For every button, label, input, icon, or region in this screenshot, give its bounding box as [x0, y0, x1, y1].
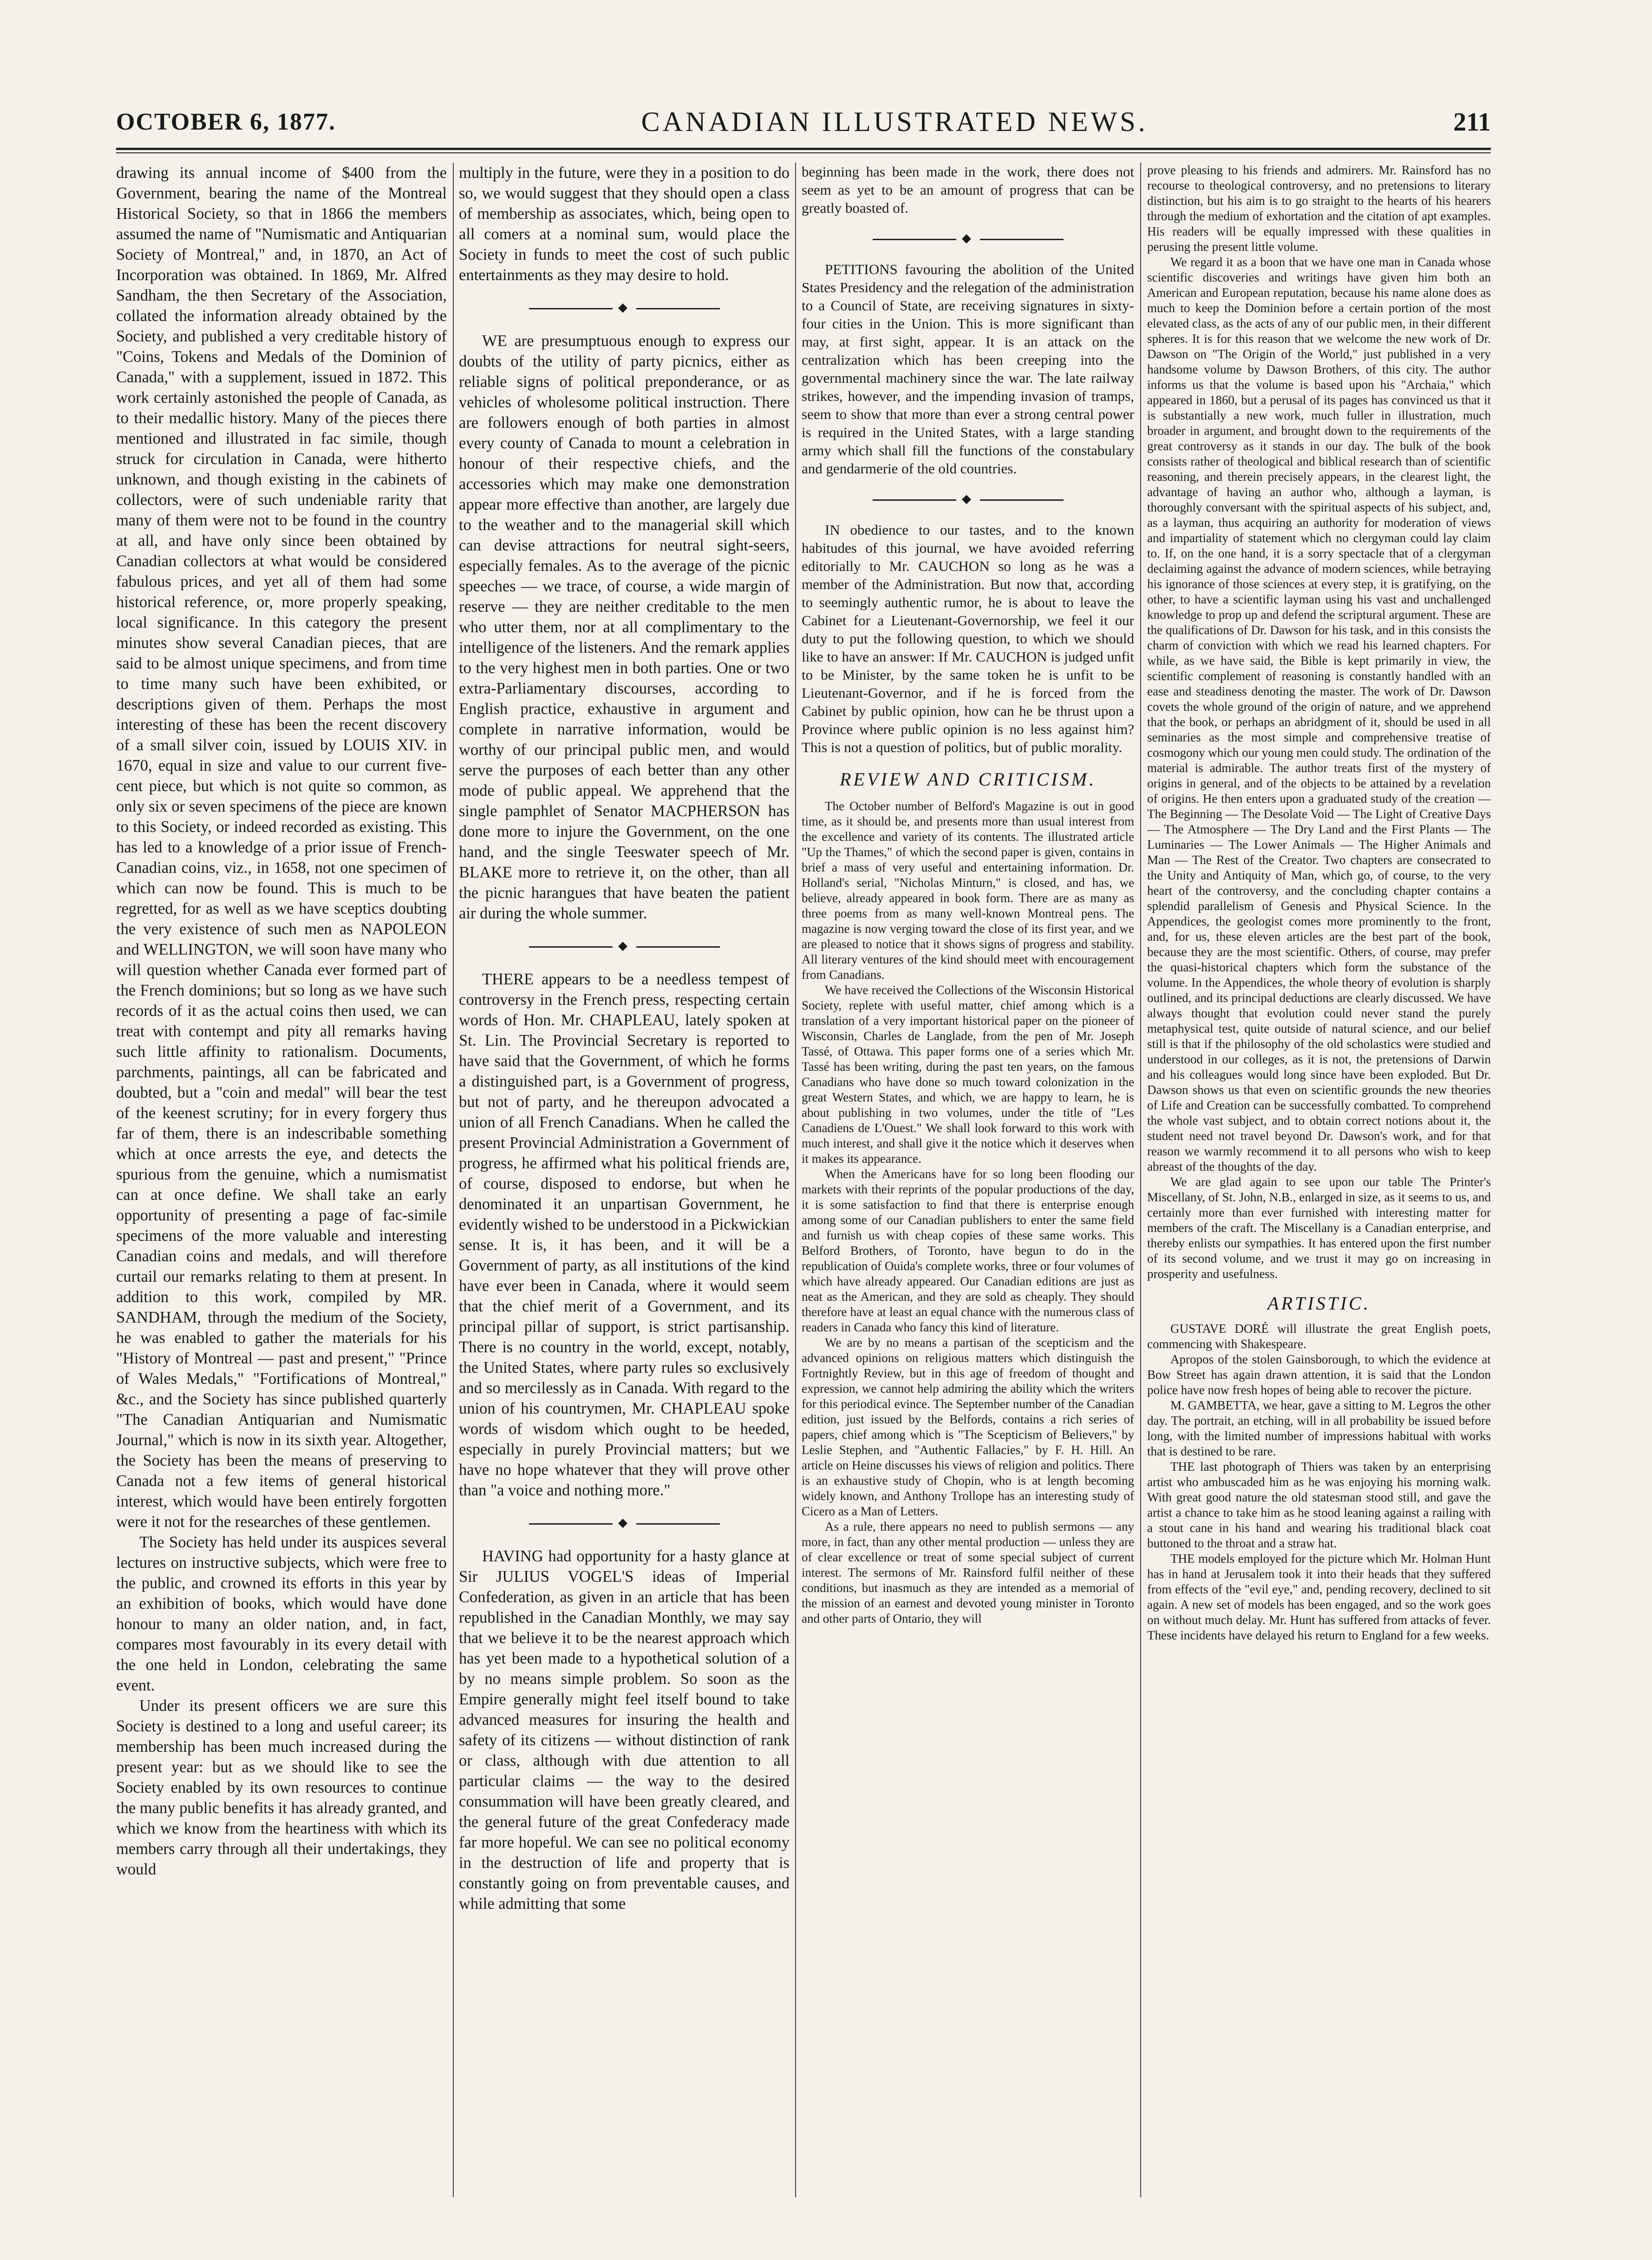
column-1: [116, 163, 447, 2202]
masthead: [116, 100, 1491, 144]
review-paragraph: We have received the Collections of the Wisconsin Historical Society, replete with useful matter, chief among which is a translation of a very important historical paper on the pioneer of Wisconsin, Charles de Langlade, from the pen of Mr. Joseph Tassé, of Ottawa. This paper forms one of a series which Mr. Tassé has been writing, during the past ten years, on the famous Canadians who have done so much toward colonization in the great Western States, and which, we are happy to learn, he is about publishing in two volumes, under the title of "Les Canadiens de L'Ouest." We shall look forward to this work with much interest, and shall give it the notice which it deserves when it makes its appearance.: [802, 983, 1134, 1166]
review-paragraph: The October number of Belford's Magazine is out in good time, as it should be, and presents more than usual interest from the excellence and variety of its contents. The illustrated article "Up the Thames," of which the second paper is given, contains in brief a mass of very useful and entertaining information. Dr. Holland's serial, "Nicholas Minturn," is closed, and has, we believe, already appeared in book form. There are as many as three poems from as many well-known Montreal pens. The magazine is now verging toward the close of its first year, and we are pleased to notice that it shows signs of progress and stability. All literary ventures of the kind should meet with encouragement from Canadians.: [802, 799, 1134, 982]
editorial-paragraph: beginning has been made in the work, there does not seem as yet to be an amount of progress that can be greatly boasted of.: [802, 164, 1134, 216]
column-4: [1147, 163, 1491, 2202]
column-divider: [795, 163, 796, 2197]
editorial-paragraph: IN obedience to our tastes, and to the known habitudes of this journal, we have avoided referring editorially to Mr. CAUCHON so long as he was a member of the Administration. But now that, according to seemingly authentic rumor, he is about to leave the Cabinet for a Lieutenant-Governorship, we feel it our duty to put the following question, to which we should like to have an answer: If Mr. CAUCHON is judged unfit to be Minister, by the same token he is unfit to be Lieutenant-Governor, and if he is forced from the Cabinet by public opinion, how can he be thrust upon a Province where public opinion is no less against him? This is not a question of politics, but of public morality.: [802, 522, 1134, 755]
review-paragraph: As a rule, there appears no need to publish sermons — any more, in fact, than any other mental production — unless they are of clear excellence or treat of some special subject of current interest. The sermons of Mr. Rainsford fulfil neither of these conditions, but inasmuch as they are intended as a memorial of the mission of an earnest and devoted young minister in Toronto and other parts of Ontario, they will: [802, 1520, 1134, 1625]
review-paragraph: prove pleasing to his friends and admirers. Mr. Rainsford has no recourse to theological controversy, and no pretensions to literary distinction, but his aim is to go straight to the hearts of his hearers through the medium of exhortation and the citation of apt examples. His readers will be equally impressed with these qualities in perusing the present little volume.: [1147, 163, 1491, 254]
column-3: [802, 163, 1134, 2202]
section-separator: ◆: [802, 229, 1134, 247]
masthead-rule: [116, 148, 1491, 150]
column-divider: [453, 163, 454, 2197]
article-paragraph: multiply in the future, were they in a position to do so, we would suggest that they should open a class of membership as associates, which, being open to all comers at a nominal sum, would place the Society in funds to meet the cost of such public entertainments as they may desire to hold.: [459, 164, 790, 284]
section-separator: ◆: [459, 297, 790, 318]
section-separator: ◆: [802, 490, 1134, 508]
review-paragraph: We regard it as a boon that we have one man in Canada whose scientific discoveries and writings have given him both an American and European reputation, because his name alone does as much to keep the Dominion before a certain portion of the most elevated class, as the acts of any of our public men, in their different spheres. It is for this reason that we welcome the new work of Dr. Dawson on "The Origin of the World," just published in a very handsome volume by Dawson Brothers, of this city. The author informs us that the volume is based upon his "Archaia," which appeared in 1860, but a perusal of its pages has convinced us that it is substantially a new work, much fuller in illustration, much broader in argument, and brought down to the requirements of the great controversy as it stands in our day. The bulk of the book consists rather of theological and biblical research than of scientific reasoning, and therein precisely appears, in the clearest light, the advantage of having an author who, although a layman, is thoroughly conversant with the spiritual aspects of his subject, and, as a layman, thus acquiring an authority for moderation of views and impartiality of statement which no clergyman could lay claim to. If, on the one hand, it is a sorry spectacle that of a clergyman declaiming against the advance of modern sciences, while betraying his ignorance of those sciences at every step, it is gratifying, on the other, to have a scientific layman using his vast and unchallenged knowledge to prop up and defend the scriptural argument. These are the qualifications of Dr. Dawson for his task, and in this consists the charm of conviction with which we read his learned chapters. For while, as we have said, the Bible is kept primarily in view, the scientific complement of reasoning is constantly handled with an ease and steadiness denoting the master. The work of Dr. Dawson covets the whole ground of the origin of nature, and we apprehend that the book, or perhaps an abridgment of it, should be used in all seminaries as the most simple and comprehensive treatise of cosmogony which our young men could study. The ordination of the material is admirable. The author treats first of the mystery of origins in general, and of the objects to be attained by a revelation of origins. He then enters upon a graduated study of the creation — The Beginning — The Desolate Void — The Light of Creative Days — The Atmosphere — The Dry Land and the First Plants — The Luminaries — The Lower Animals — The Higher Animals and Man — The Rest of the Creator. Two chapters are consecrated to the Unity and Antiquity of Man, which go, of course, to the very heart of the controversy, and the concluding chapter contains a splendid parallelism of Genesis and Physical Science. In the Appendices, the geologist comes more prominently to the front, and, for us, these eleven articles are the best part of the book, because they are the most scientific. Others, of course, may prefer the quasi-historical chapters which form the substance of the volume. In the Appendices, the whole theory of evolution is sharply outlined, and its principal deductions are clearly discussed. We have always thought that evolution could never stand the purely metaphysical test, quite outside of natural science, and our belief still is that if the philosophy of the old scholastics were studied and understood in our colleges, as it is not, the pretensions of Darwin and his colleagues would long since have been exploded. But Dr. Dawson shows us that even on scientific grounds the new theories of Life and Creation can be successfully combatted. To comprehend the whole vast subject, and to obtain correct notions about it, the student need not travel beyond Dr. Dawson's work, and for that reason we warmly recommend it to all persons who wish to keep abreast of the thoughts of the day.: [1147, 255, 1491, 1173]
section-separator: ◆: [459, 1513, 790, 1533]
editorial-paragraph: THERE appears to be a needless tempest of controversy in the French press, respecting certain words of Hon. Mr. CHAPLEAU, lately spoken at St. Lin. The Provincial Secretary is reported to have said that the Government, of which he forms a distinguished part, is a Government of progress, but not of party, and he thereupon advocated a union of all French Canadians. When he called the present Provincial Administration a Government of progress, he affirmed what his political friends are, of course, disposed to endorse, but when he denominated it an unpartisan Government, he evidently wished to be understood in a Pickwickian sense. It is, it has been, and it will be a Government of party, as all institutions of the kind have ever been in Canada, where it would seem that the chief merit of a Government, and its principal pillar of support, is strict partisanship. There is no country in the world, except, notably, the United States, where party rules so exclusively and so mercilessly as in Canada. With regard to the union of his countrymen, Mr. CHAPLEAU spoke words of wisdom which ought to be heeded, especially in purely Provincial matters; but we have no hope whatever that they will prove other than "a voice and nothing more.": [459, 970, 790, 1499]
column-2: [459, 163, 790, 2202]
section-separator: ◆: [459, 936, 790, 956]
review-paragraph: We are glad again to see upon our table The Printer's Miscellany, of St. John, N.B., enlarged in size, as it seems to us, and certainly more than ever furnished with interesting matter for members of the craft. The Miscellany is a Canadian enterprise, and thereby enlists our sympathies. It has entered upon the first number of its second volume, and we trust it may go on increasing in prosperity and usefulness.: [1147, 1175, 1491, 1281]
editorial-paragraph: HAVING had opportunity for a hasty glance at Sir JULIUS VOGEL'S ideas of Imperial Confederation, as given in an article that has been republished in the Canadian Monthly, we may say that we believe it to be the nearest approach which has yet been made to a hypothetical solution of a by no means simple problem. So soon as the Empire generally might feel itself bound to take advanced measures for insuring the health and safety of its citizens — without distinction of rank or class, although with due attention to all particular claims — the way to the desired consummation will have been greatly cleared, and the general future of the great Confederacy made far more hopeful. We can see no political economy in the destruction of life and property that is constantly going on from preventable causes, and while admitting that some: [459, 1547, 790, 1913]
masthead-rule-thin: [116, 152, 1491, 153]
artistic-note: M. GAMBETTA, we hear, gave a sitting to M. Legros the other day. The portrait, an etching, will in all probability be issued before long, with the limited number of impressions habitual with works that is destined to be rare.: [1147, 1398, 1491, 1458]
artistic-note: THE models employed for the picture which Mr. Holman Hunt has in hand at Jerusalem took it into their heads that they suffered from effects of the "evil eye," and, pending recovery, declined to sit again. A new set of models has been engaged, and so the work goes on without much delay. Mr. Hunt has suffered from attacks of fever. These incidents have delayed his return to England for a few weeks.: [1147, 1552, 1491, 1642]
review-paragraph: When the Americans have for so long been flooding our markets with their reprints of the popular productions of the day, it is some satisfaction to find that there is enterprise enough among some of our Canadian publishers to enter the same field and furnish us with cheap copies of these same works. This Belford Brothers, of Toronto, have begun to do in the republication of Ouida's complete works, three or four volumes of which have already appeared. Our Canadian editions are just as neat as the American, and they are sold as cheaply. They should therefore have at least an equal chance with the numerous class of readers in Canada who fancy this kind of literature.: [802, 1167, 1134, 1334]
artistic-note: GUSTAVE DORÉ will illustrate the great English poets, commencing with Shakespeare.: [1147, 1322, 1491, 1351]
review-paragraph: We are by no means a partisan of the scepticism and the advanced opinions on religious matters which distinguish the Fortnightly Review, but in this age of freedom of thought and expression, we cannot help admiring the ability which the writers for this periodical evince. The September number of the Canadian edition, just issued by the Belfords, contains a rich series of papers, chief among which is "The Scepticism of Believers," by Leslie Stephen, and "Authentic Fallacies," by F. H. Hill. An article on Heine discusses his views of religion and politics. There is an exhaustive study of Chopin, who is at length becoming widely known, and Anthony Trollope has an interesting study of Cicero as a Man of Letters.: [802, 1336, 1134, 1518]
section-heading-artistic: ARTISTIC.: [1267, 1293, 1371, 1314]
section-heading-review: REVIEW AND CRITICISM.: [840, 769, 1096, 790]
article-paragraph: Under its present officers we are sure this Society is destined to a long and useful career; its membership has been much increased during the present year: but as we should like to see the Society enabled by its own resources to continue the many public benefits it has already granted, and which we know from the heartiness with which its members carry through all their undertakings, they would: [116, 1697, 447, 1878]
issue-date: OCTOBER 6, 1877.: [116, 109, 336, 135]
page-number: 211: [1453, 107, 1491, 137]
article-paragraph: drawing its annual income of $400 from the Government, bearing the name of the Montreal Historical Society, so that in 1866 the members assumed the name of "Numismatic and Antiquarian Society of Montreal," and, in 1870, an Act of Incorporation was obtained. In 1869, Mr. Alfred Sandham, the then Secretary of the Association, collated the information already obtained by the Society, and published a very creditable history of "Coins, Tokens and Medals of the Dominion of Canada," with a supplement, issued in 1872. This work certainly astonished the people of Canada, as to their medallic history. Many of the pieces there mentioned and illustrated in fac simile, though struck for circulation in Canada, were hitherto unknown, and though existing in the cabinets of collectors, were of such undeniable rarity that many of them were not to be found in the country at all, and have only since been obtained by Canadian collectors at what would be considered fabulous prices, and yet all of them had some historical reference, or, more properly speaking, local significance. In this category the present minutes show several Canadian pieces, that are said to be almost unique specimens, and from time to time many such have been exhibited, or descriptions given of them. Perhaps the most interesting of these has been the recent discovery of a small silver coin, issued by LOUIS XIV. in 1670, equal in size and value to our current five-cent piece, but which is not quite so common, as only six or seven specimens of the piece are known to this Society, or indeed recorded as existing. This has led to a knowledge of a prior issue of French-Canadian coins, viz., in 1658, not one specimen of which can now be found. This is much to be regretted, for as well as we have sceptics doubting the very existence of such men as NAPOLEON and WELLINGTON, we will soon have many who will question whether Canada ever formed part of the French dominions; but so long as we have such records of it as the actual coins then used, we can treat with contempt and pity all remarks having such little affinity to rationalism. Documents, parchments, paintings, all can be fabricated and doubted, but a "coin and medal" will bear the test of the keenest scrutiny; for in every forgery thus far of them, there is an indescribable something which at once arrests the eye, and detects the spurious from the genuine, which a numismatist can at once define. We shall take an early opportunity of presenting a page of fac-simile specimens of the more valuable and interesting Canadian coins and medals, and will therefore curtail our remarks relating to them at present. In addition to this work, compiled by MR. SANDHAM, through the medium of the Society, he was enabled to gather the materials for his "History of Montreal — past and present," "Prince of Wales Medals," "Fortifications of Montreal," &c., and the Society has since published quarterly "The Canadian Antiquarian and Numismatic Journal," which is now in its sixth year. Altogether, the Society has been the means of preserving to Canada not a few items of general historical interest, which would have been entirely forgotten were it not for the researches of these gentlemen.: [116, 164, 447, 1531]
newspaper-title: CANADIAN ILLUSTRATED NEWS.: [641, 106, 1148, 137]
editorial-paragraph: WE are presumptuous enough to express our doubts of the utility of party picnics, either as reliable signs of political preponderance, or as vehicles of wholesome political instruction. There are followers enough of both parties in almost every county of Canada to mount a celebration in honour of their respective chiefs, and the accessories which may make one demonstration appear more effective than another, are largely due to the weather and to the managerial skill which can devise attractions for neutral sight-seers, especially females. As to the average of the picnic speeches — we trace, of course, a wide margin of reserve — they are neither creditable to the men who utter them, nor at all complimentary to the intelligence of the listeners. And the remark applies to the very highest men in both parties. One or two extra-Parliamentary discourses, according to English practice, exhaustive in argument and complete in narrative information, would be worthy of our principal public men, and would serve the purposes of each better than any other mode of public appeal. We apprehend that the single pamphlet of Senator MACPHERSON has done more to injure the Government, on the one hand, and the single Teeswater speech of Mr. BLAKE more to retrieve it, on the other, than all the picnic harangues that have beaten the patient air during the whole summer.: [459, 332, 790, 922]
artistic-note: Apropos of the stolen Gainsborough, to which the evidence at Bow Street has again drawn attention, it is said that the London police have now fresh hopes of being able to recover the picture.: [1147, 1352, 1491, 1397]
artistic-note: THE last photograph of Thiers was taken by an enterprising artist who ambuscaded him as he was enjoying his morning walk. With great good nature the old statesman stood still, and gave the artist a chance to take him as he stood leaning against a railing with a stout cane in his hand and wearing his traditional black coat buttoned to the throat and a straw hat.: [1147, 1460, 1491, 1550]
article-paragraph: The Society has held under its auspices several lectures on instructive subjects, which were free to the public, and crowned its efforts in this year by an exhibition of books, which would have done honour to many an older nation, and, in fact, compares most favourably in its every detail with the one held in London, celebrating the same event.: [116, 1533, 447, 1694]
column-divider: [1140, 163, 1141, 2197]
editorial-paragraph: PETITIONS favouring the abolition of the United States Presidency and the relegation of the administration to a Council of State, are receiving signatures in sixty-four cities in the Union. This is more significant than may, at first sight, appear. It is an attack on the centralization which has been creeping into the governmental machinery since the war. The late railway strikes, however, and the impending invasion of tramps, seem to show that more than ever a strong central power is required in the United States, with a large standing army which shall fill the functions of the constabulary and gendarmerie of the old countries.: [802, 261, 1134, 477]
